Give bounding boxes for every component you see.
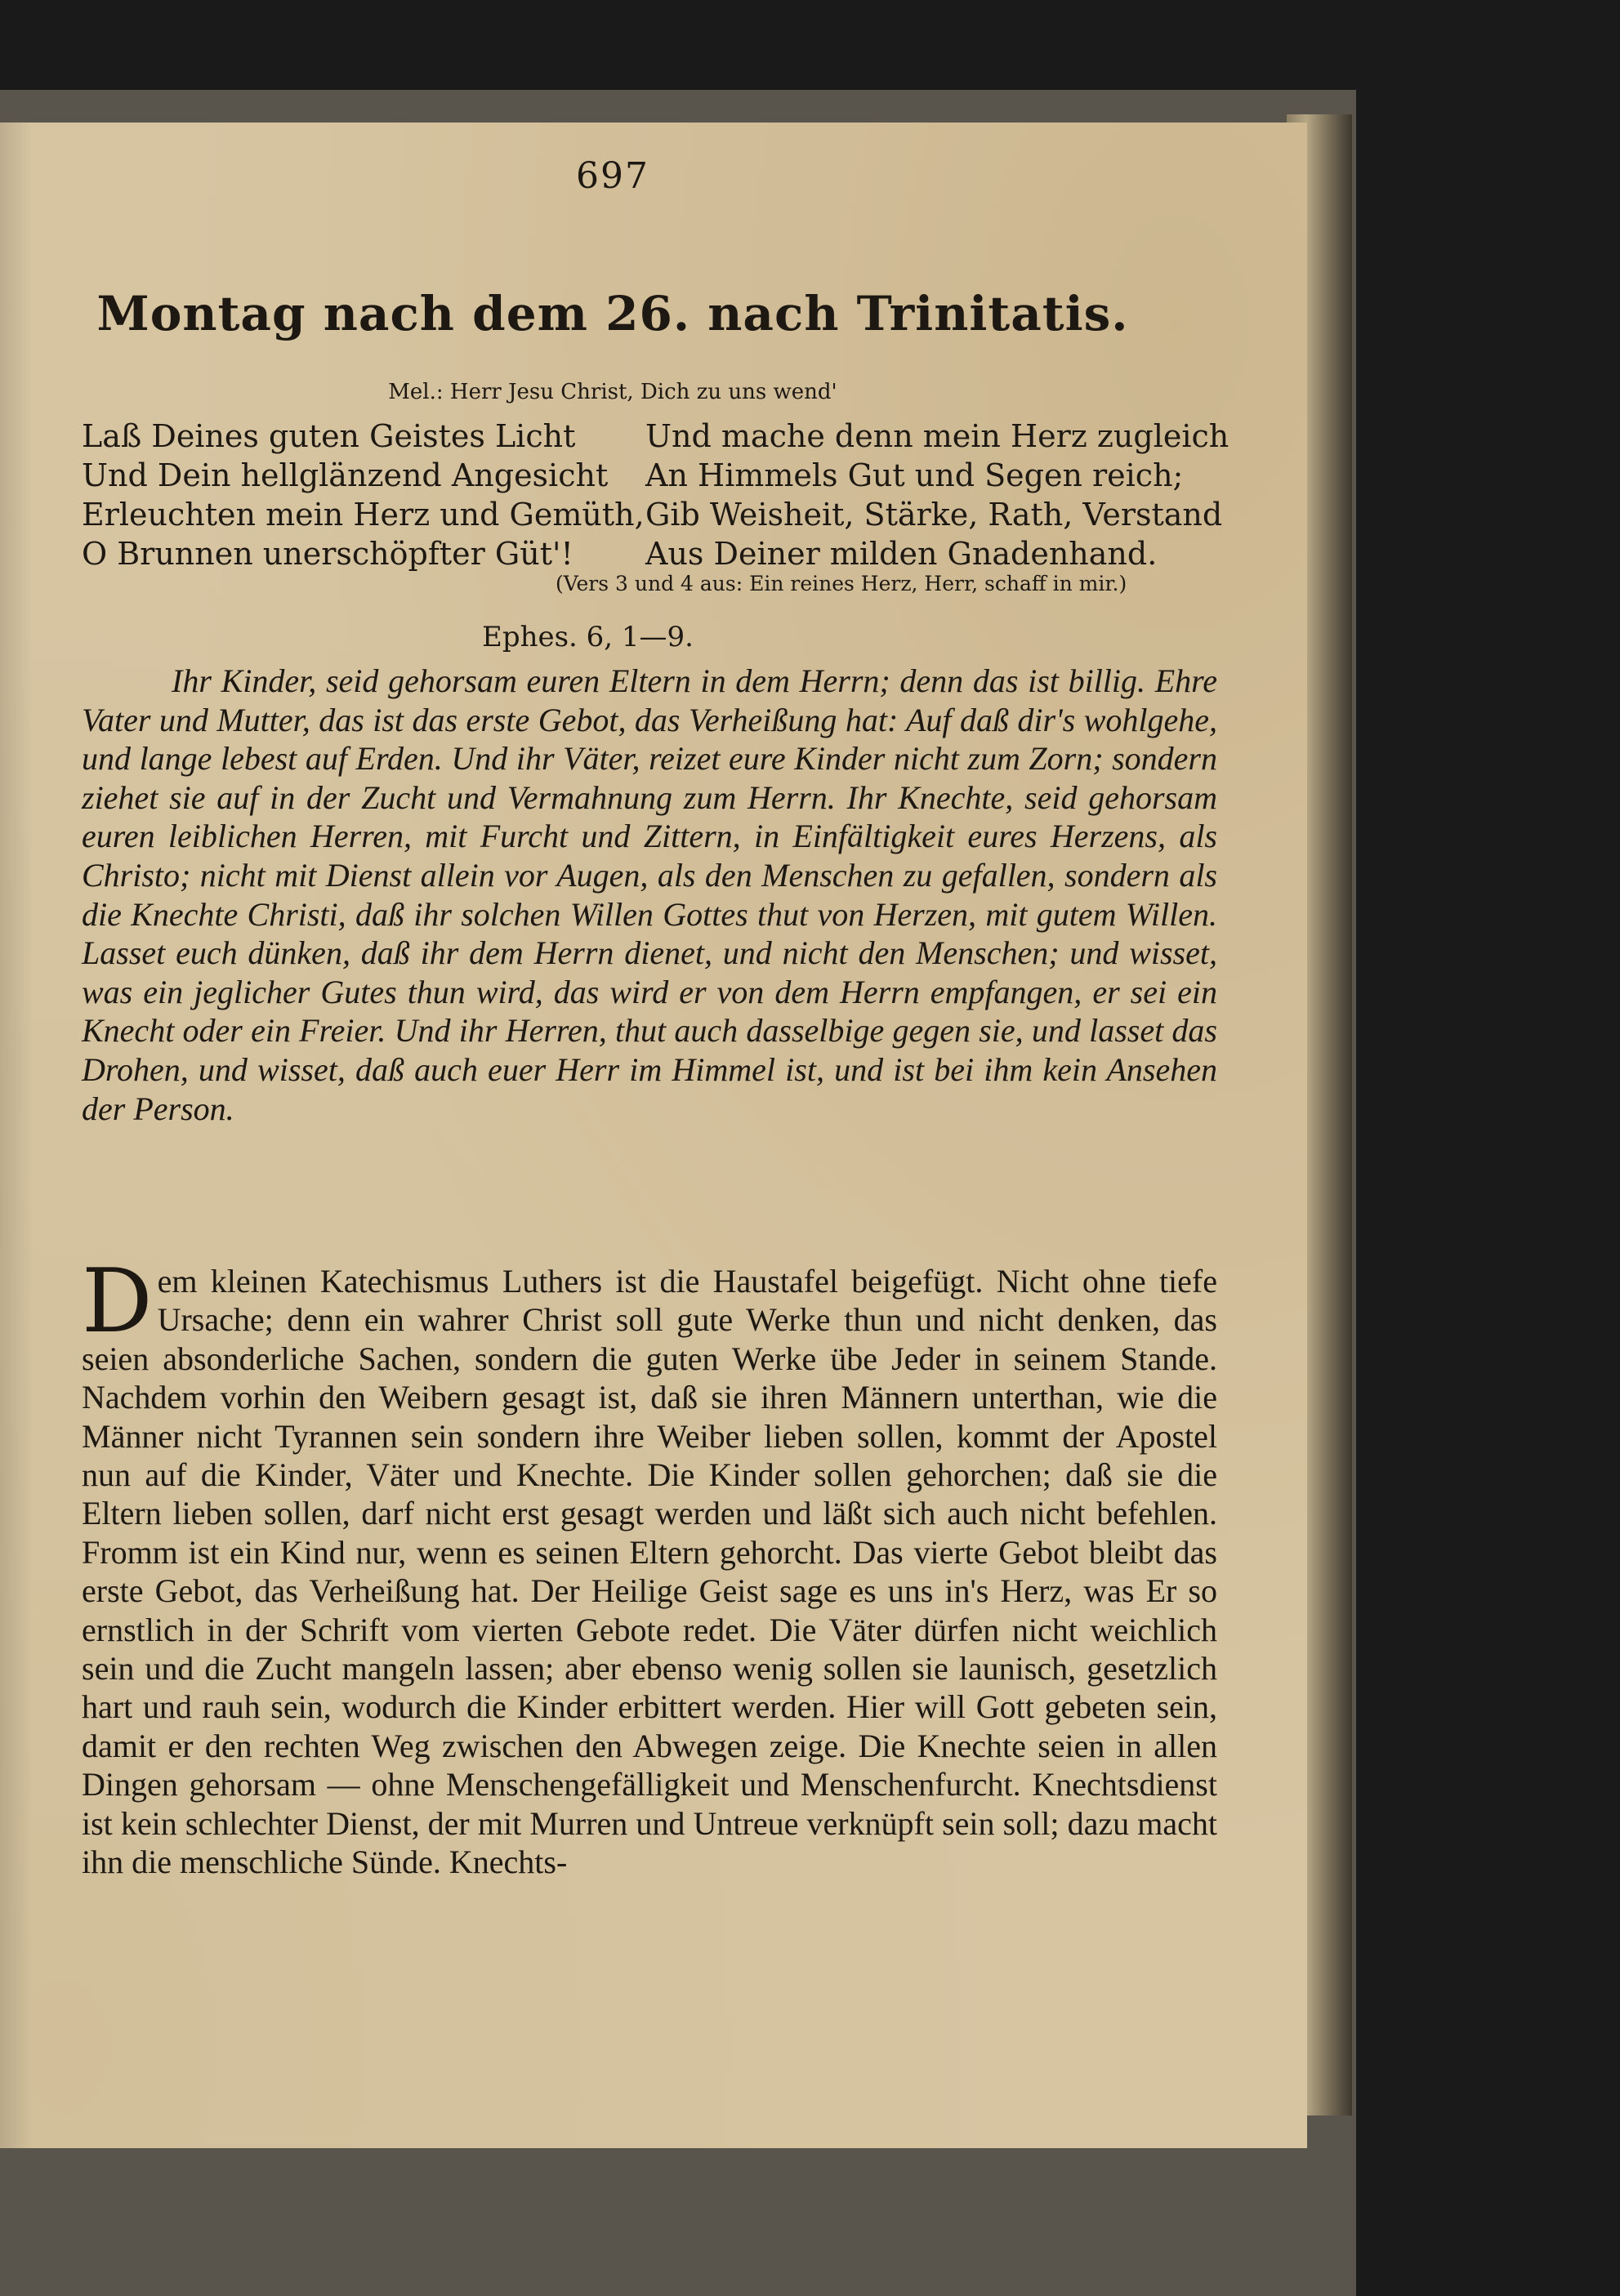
hymn-melody: Mel.: Herr Jesu Christ, Dich zu uns wend' — [388, 380, 837, 404]
hymn-line: Und mache denn mein Herz zugleich — [645, 418, 1230, 454]
hymn-line: An Himmels Gut und Segen reich; — [645, 457, 1184, 493]
drop-cap: D — [82, 1251, 153, 1353]
hymn-left-column — [82, 417, 645, 573]
hymn-right-column — [645, 417, 1234, 573]
sermon-paragraph: em kleinen Katechismus Luthers ist die Haustafel beigefügt. Nicht ohne tiefe Ursache; denn ein wahrer Christ soll gute Werke thun und nicht denken, das seien absonderliche Sachen, sondern die guten Werke übe Jeder in seinem Stande. Nachdem vorhin den Weibern gesagt ist, daß sie ihren Männern unterthan, wie die Männer nicht Tyrannen sein sondern ihre Weiber lieben sollen, kommt der Apostel nun auf die Kinder, Väter und Knechte. Die Kinder sollen gehorchen; daß sie die Eltern lieben sollen, darf nicht erst gesagt werden und läßt sich auch nicht befehlen. Fromm ist ein Kind nur, wenn es seinen Eltern gehorcht. Das vierte Gebot bleibt das erste Gebot, das Verheißung hat. Der Heilige Geist sage es uns in's Herz, was Er so ernstlich in der Schrift vom vierten Gebote redet. Die Väter dürfen nicht weichlich sein und die Zucht mangeln lassen; aber ebenso wenig sollen sie launisch, gesetzlich hart und rauh sein, wodurch die Kinder erbittert werden. Hier will Gott gebeten sein, damit er den rechten Weg zwischen den Abwegen zeige. Die Knechte seien in allen Dingen gehorsam — ohne Menschengefälligkeit und Menschenfurcht. Knechtsdienst ist kein schlechter Dienst, der mit Murren und Untreue verknüpft sein soll; dazu macht ihn die menschliche Sünde. Knechts- — [82, 1263, 1217, 1881]
scripture-reference: Ephes. 6, 1—9. — [482, 621, 694, 653]
scripture-text — [82, 662, 1217, 1128]
hymn-line: Laß Deines guten Geistes Licht — [82, 418, 576, 454]
hymn-line: Gib Weisheit, Stärke, Rath, Verstand — [645, 497, 1223, 533]
gutter-shadow — [0, 123, 33, 2148]
sermon-text — [82, 1251, 1217, 1882]
scripture-paragraph: Ihr Kinder, seid gehorsam euren Eltern in dem Herrn; denn das ist billig. Ehre Vater und Mutter, das ist das erste Gebot, das Verheißung hat: Auf daß dir's wohlgehe, und lange lebest auf Erden. Und ihr Väter, reizet eure Kinder nicht zum Zorn; sondern ziehet sie auf in der Zucht und Vermahnung zum Herrn. Ihr Knechte, seid gehorsam euren leiblichen Herren, mit Furcht und Zittern, in Einfältigkeit eures Herzens, als Christo; nicht mit Dienst allein vor Augen, als den Menschen zu gefallen, sondern als die Knechte Christi, daß ihr solchen Willen Gottes thut von Herzen, mit gutem Willen. Lasset euch dünken, daß ihr dem Herrn dienet, und nicht den Menschen; und wisset, was ein jeglicher Gutes thun wird, das wird er von dem Herrn empfangen, er sei ein Knecht oder ein Freier. Und ihr Herren, thut auch dasselbige gegen sie, und lasset das Drohen, und wisset, daß auch euer Herr im Himmel ist, und ist bei ihm kein Ansehen der Person. — [82, 662, 1217, 1127]
page-number: 697 — [576, 155, 649, 197]
hymn-line: Aus Deiner milden Gnadenhand. — [645, 536, 1158, 572]
page-title: Montag nach dem 26. nach Trinitatis. — [96, 286, 1129, 341]
hymn-line: Und Dein hellglänzend Angesicht — [82, 457, 609, 493]
hymn-line: O Brunnen unerschöpfter Güt'! — [82, 536, 573, 572]
hymn-verse-note: (Vers 3 und 4 aus: Ein reines Herz, Herr, schaff in mir.) — [556, 572, 1127, 595]
hymn-line: Erleuchten mein Herz und Gemüth, — [82, 497, 645, 533]
book-page — [0, 123, 1307, 2148]
